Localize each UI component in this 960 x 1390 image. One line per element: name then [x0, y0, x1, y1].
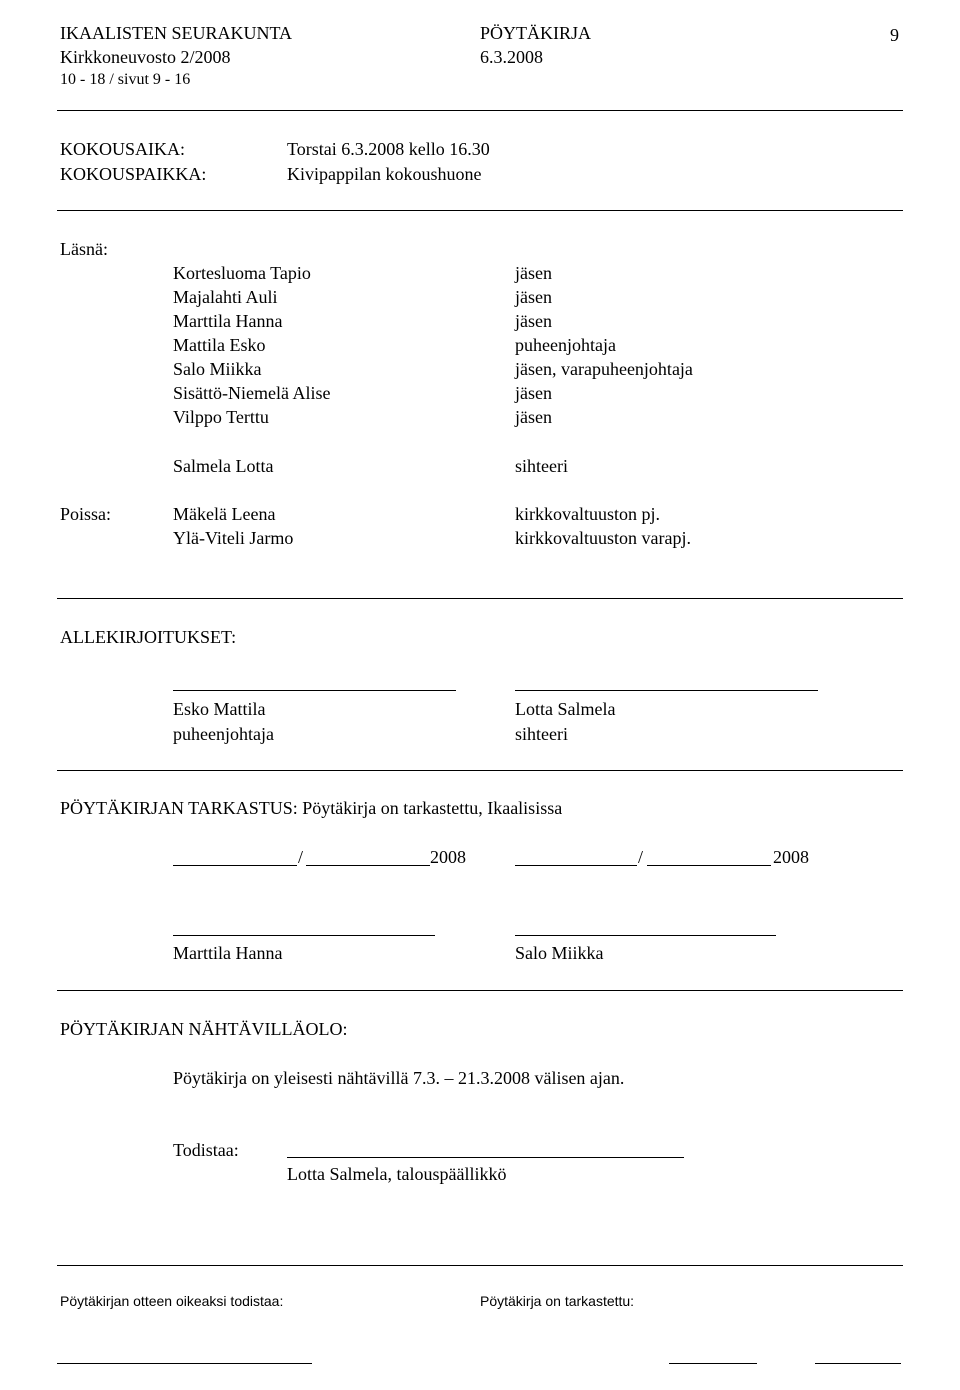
- doc-type: PÖYTÄKIRJA: [480, 23, 592, 43]
- time-label: KOKOUSAIKA:: [60, 139, 185, 159]
- date-line: [515, 865, 637, 866]
- member-name: Sisättö-Niemelä Alise: [173, 383, 331, 403]
- date-line: [173, 865, 297, 866]
- display-label: PÖYTÄKIRJAN NÄHTÄVILLÄOLO:: [60, 1019, 348, 1039]
- secretary-name: Salmela Lotta: [173, 456, 274, 476]
- org-name: IKAALISTEN SEURAKUNTA: [60, 23, 293, 43]
- absent-name: Ylä-Viteli Jarmo: [173, 528, 294, 548]
- absent-name: Mäkelä Leena: [173, 504, 276, 524]
- signer-role: puheenjohtaja: [173, 724, 274, 744]
- signatures-label: ALLEKIRJOITUKSET:: [60, 627, 237, 647]
- place-value: Kivipappilan kokoushuone: [287, 164, 482, 184]
- divider: [57, 770, 903, 771]
- member-name: Kortesluoma Tapio: [173, 263, 311, 283]
- time-value: Torstai 6.3.2008 kello 16.30: [287, 139, 490, 159]
- member-role: puheenjohtaja: [515, 335, 616, 355]
- signature-line: [815, 1363, 901, 1364]
- date-separator: /: [298, 847, 304, 867]
- place-label: KOKOUSPAIKKA:: [60, 164, 207, 184]
- page-number: 9: [890, 25, 899, 45]
- section-range: 10 - 18 / sivut 9 - 16: [60, 71, 191, 88]
- attest-label: Todistaa:: [173, 1140, 239, 1160]
- signature-line: [173, 690, 456, 691]
- review-label: PÖYTÄKIRJAN TARKASTUS: Pöytäkirja on tarkastettu, Ikaalisissa: [60, 798, 563, 818]
- secretary-role: sihteeri: [515, 456, 568, 476]
- signature-line: [669, 1363, 757, 1364]
- divider: [57, 210, 903, 211]
- display-text: Pöytäkirja on yleisesti nähtävillä 7.3. – 21.3.2008 välisen ajan.: [173, 1068, 625, 1088]
- footer-checked: Pöytäkirja on tarkastettu:: [480, 1293, 635, 1309]
- date-separator: /: [638, 847, 644, 867]
- member-role: jäsen: [515, 263, 552, 283]
- member-name: Salo Miikka: [173, 359, 262, 379]
- divider: [57, 1265, 903, 1266]
- review-year: 2008: [430, 847, 466, 867]
- divider: [57, 598, 903, 599]
- member-name: Vilppo Terttu: [173, 407, 269, 427]
- present-label: Läsnä:: [60, 239, 108, 259]
- signature-line: [515, 935, 776, 936]
- member-role: jäsen, varapuheenjohtaja: [515, 359, 693, 379]
- signature-line: [57, 1363, 312, 1364]
- absent-role: kirkkovaltuuston varapj.: [515, 528, 691, 548]
- footer-copy-certified: Pöytäkirjan otteen oikeaksi todistaa:: [60, 1293, 284, 1309]
- signature-line: [173, 935, 435, 936]
- signer-role: sihteeri: [515, 724, 568, 744]
- member-role: jäsen: [515, 407, 552, 427]
- absent-label: Poissa:: [60, 504, 112, 524]
- meeting-date: 6.3.2008: [480, 47, 543, 67]
- date-line: [306, 865, 430, 866]
- member-role: jäsen: [515, 287, 552, 307]
- attest-name: Lotta Salmela, talouspäällikkö: [287, 1164, 507, 1184]
- review-year: 2008: [773, 847, 809, 867]
- signature-line: [287, 1157, 684, 1158]
- member-role: jäsen: [515, 383, 552, 403]
- signature-line: [515, 690, 818, 691]
- signer-name: Esko Mattila: [173, 699, 266, 719]
- meeting-body: Kirkkoneuvosto 2/2008: [60, 47, 231, 67]
- member-name: Majalahti Auli: [173, 287, 278, 307]
- reviewer-name: Marttila Hanna: [173, 943, 283, 963]
- member-name: Marttila Hanna: [173, 311, 283, 331]
- signer-name: Lotta Salmela: [515, 699, 616, 719]
- member-name: Mattila Esko: [173, 335, 266, 355]
- member-role: jäsen: [515, 311, 552, 331]
- divider: [57, 110, 903, 111]
- divider: [57, 990, 903, 991]
- absent-role: kirkkovaltuuston pj.: [515, 504, 660, 524]
- reviewer-name: Salo Miikka: [515, 943, 604, 963]
- date-line: [647, 865, 771, 866]
